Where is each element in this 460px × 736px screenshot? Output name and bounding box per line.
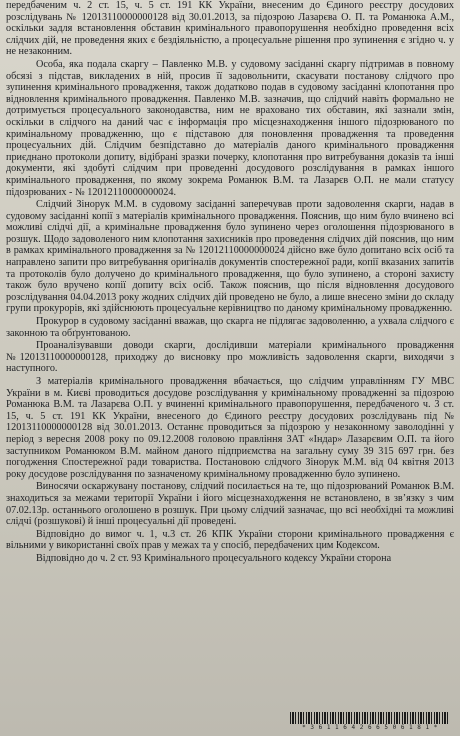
document-body (6, 0, 454, 566)
barcode-bars (290, 712, 450, 724)
paragraph: Виносячи оскаржувану постанову, слідчий посилається на те, що підозрюваний Романюк В.М. знаходиться за межами території України і його місцезнаходження не встановлено, в зв’язку з чим 07.02.13р. останнього оголошено в розшук. При цьому слідчий зазначає, що всі необхідні та можливі слідчі (розшукові) й інші процесуальні дії проведені. (6, 481, 454, 528)
paragraph: Відповідно до вимог ч. 1, ч.3 ст. 26 КПК України сторони кримінального провадження є вільними у використанні своїх прав у межах та у спосіб, передбачених цим Кодексом. (6, 528, 454, 552)
paragraph: передбаченим ч. 2 ст. 15, ч. 5 ст. 191 КК України, внесеним до Єдиного реєстру досудових розслідувань № 12013110000000128 від 30.01.2013, за підозрою Лазарєва О. П. та Романюка А.М., оскільки задля встановлення обставин кримінального правопорушення необхідно проведення всіх слідчих дій, не проведення яких є бездіяльністю, а процесуальне рішення про зупинення є згідно ч. у не незаконним. (6, 0, 454, 58)
paragraph: Проаналізувавши доводи скарги, дослідивши матеріали кримінального провадження №12013110000000128, приходжу до висновку про можливість задоволення скарги, виходячи з наступного. (6, 340, 454, 375)
paragraph: З матеріалів кримінального провадження вбачається, що слідчим управлінням ГУ МВС України в м. Києві проводиться досудове розслідування у кримінальному провадженні за підозрою Романюка В.М. та Лазарєва О.П. у вчиненні кримінального правопорушення, передбаченого ч. 3 ст. 15, ч. 5 ст. 191 КК України, внесеного до Єдиного реєстру досудових розслідувань під № 12013110000000128 від 30.01.2013. Останнє проводиться за підозрою у незаконному заволодінні у період з вересня 2008 року по 09.12.2008 головою правління ЗАТ «Індар» Лазарєвим О.П. та його заступником Романюком В.М. майном даного підприємства на загальну суму 39 315 697 грн. без погодження Спостережної ради товариства. Постановою слідчого Зінорук М.М. від 04 квітня 2013 року досудове розслідування по зазначеному кримінальному провадженню було зупинено. (6, 376, 454, 480)
paragraph: Особа, яка подала скаргу – Павленко М.В. у судовому засіданні скаргу підтримав в повному обсязі з підстав, викладених в ній, просив її задовольнити, скасувати постанову слідчого про зупинення кримінального провадження, також додатково подав в судовому засіданні клопотання про відновлення кримінального провадження. Павленко М.В. зазначив, що слідчий навіть формально не дотримується процесуального законодавства, ним не враховано тих обставин, які зазнали змін, оскільки в слідчого на даний час є інформація про місцезнаходження іншого підозрюваного по кримінальному провадженню, що є підставою для поновлення провадження та проведення процесуальних дій. Слідчим безпідставно до матеріалів даного кримінального провадження приєднано протоколи допиту, відібрані зразки почерку, клопотання про витребування доказів та інші документи, які здобуті слідчим при проведенні досудового розслідування в рамках іншого кримінального провадження, по якому зокрема Романюк В.М. та Лазарєв О.П. не мали статусу підозрюваних - № 12012110000000024. (6, 58, 454, 198)
barcode-number: * 3 6 1 1 6 4 2 6 6 5 0 6 1 8 1 * (302, 724, 438, 731)
barcode (290, 712, 450, 732)
paragraph: Відповідно до ч. 2 ст. 93 Кримінального процесуального кодексу України сторона (36, 552, 392, 564)
paragraph: Прокурор в судовому засіданні вважав, що скарга не підлягає задоволенню, а ухвала слідчого є законною та обґрунтованою. (6, 316, 454, 339)
paragraph: Слідчий Зінорук М.М. в судовому засіданні заперечував проти задоволення скарги, надав в судовому засіданні копії з матеріалів кримінального провадження. Пояснив, що ним було вчинено всі можливі слідчі дії, а кримінальне провадження було зупинено через оголошення підозрюваного в розшук. Щодо задоволеного ним клопотання захисників про проведення слідчих дій пояснив, що ним в рамках кримінального провадження за № 12012110000000024 дійсно вже було допитано всіх осіб та направлено запити про витребування оригіналів документів спостережної ради, копії вказаних запитів та протоколів було долучено до кримінального провадження, що було зупинено, а стороні захисту також було вручено копії допиту всіх осіб. Також пояснив, що після відновлення досудового розслідування 04.04.2013 року жодних слідчих дій проведено не було, а лише внесено зміни до складу групи прокурорів, які здійснюють процесуальне керівництво по даному кримінальному провадженню. (6, 199, 454, 315)
